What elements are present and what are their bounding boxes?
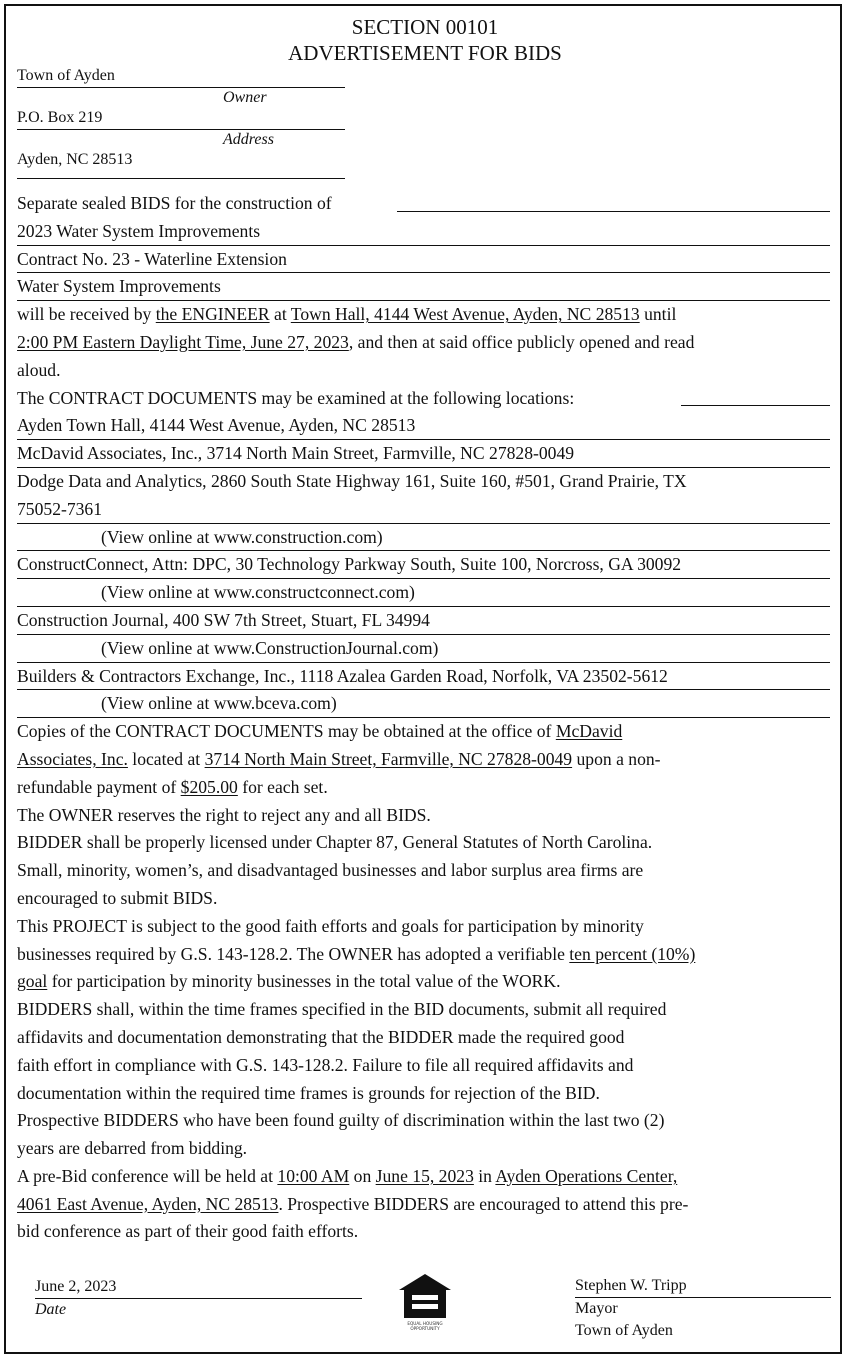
contract-name: Contract No. 23 - Waterline Extension [17, 246, 830, 274]
body-line: Copies of the CONTRACT DOCUMENTS may be obtained at the office of McDavid [17, 721, 623, 742]
advertisement-body [17, 190, 830, 1246]
location-6-web: (View online at www.bceva.com) [17, 690, 830, 718]
body-line: The OWNER reserves the right to reject any and all BIDS. [17, 804, 431, 825]
body-line: encouraged to submit BIDS. [17, 887, 218, 908]
document-title: ADVERTISEMENT FOR BIDS [288, 41, 562, 65]
body-line: bid conference as part of their good faith efforts. [17, 1221, 359, 1242]
body-line: faith effort in compliance with G.S. 143-128.2. Failure to file all required affidavits and [17, 1054, 634, 1075]
owner-caption: Owner [223, 89, 267, 106]
location-1: Ayden Town Hall, 4144 West Avenue, Ayden, NC 28513 [17, 412, 830, 440]
body-line: 4061 East Avenue, Ayden, NC 28513. Prospective BIDDERS are encouraged to attend this pre- [17, 1193, 689, 1214]
body-line: BIDDERS shall, within the time frames specified in the BID documents, submit all required [17, 999, 667, 1020]
svg-text:EQUAL HOUSING: EQUAL HOUSING [407, 1321, 443, 1326]
body-line: 2:00 PM Eastern Daylight Time, June 27, 2023, and then at said office publicly opened and read [17, 331, 695, 352]
location-6: Builders & Contractors Exchange, Inc., 1118 Azalea Garden Road, Norfolk, VA 23502-5612 [17, 663, 830, 691]
body-line: will be received by the ENGINEER at Town Hall, 4144 West Avenue, Ayden, NC 28513 until [17, 304, 677, 325]
body-line: documentation within the required time frames is grounds for rejection of the BID. [17, 1082, 600, 1103]
owner-block-divider [17, 178, 345, 179]
signature-date: June 2, 2023 [35, 1276, 362, 1299]
body-line: businesses required by G.S. 143-128.2. The OWNER has adopted a verifiable ten percent (10%) [17, 943, 696, 964]
location-4: ConstructConnect, Attn: DPC, 30 Technology Parkway South, Suite 100, Norcross, GA 30092 [17, 551, 830, 579]
location-3: Dodge Data and Analytics, 2860 South State Highway 161, Suite 160, #501, Grand Prairie, TX [17, 470, 687, 491]
body-line: BIDDER shall be properly licensed under Chapter 87, General Statutes of North Carolina. [17, 832, 653, 853]
body-line: years are debarred from bidding. [17, 1138, 248, 1159]
location-3-web: (View online at www.construction.com) [17, 524, 830, 552]
section-number: SECTION 00101 [351, 15, 499, 39]
project-name: 2023 Water System Improvements [17, 218, 830, 246]
signer-block [575, 1275, 831, 1342]
body-line: A pre-Bid conference will be held at 10:00 AM on June 15, 2023 in Ayden Operations Center, [17, 1165, 678, 1186]
body-line: This PROJECT is subject to the good faith efforts and goals for participation by minority [17, 915, 644, 936]
equal-housing-icon [396, 1270, 454, 1332]
signer-org: Town of Ayden [575, 1322, 673, 1339]
location-5: Construction Journal, 400 SW 7th Street, Stuart, FL 34994 [17, 607, 830, 635]
body-line: goal for participation by minority businesses in the total value of the WORK. [17, 971, 561, 992]
svg-text:OPPORTUNITY: OPPORTUNITY [410, 1326, 440, 1331]
location-4-web: (View online at www.constructconnect.com) [17, 579, 830, 607]
signer-title: Mayor [575, 1300, 618, 1317]
signer-name: Stephen W. Tripp [575, 1275, 831, 1298]
location-3-zip: 75052-7361 [17, 496, 830, 524]
body-line: Associates, Inc. located at 3714 North Main Street, Farmville, NC 27828-0049 upon a non- [17, 748, 661, 769]
body-line: Small, minority, women’s, and disadvantaged businesses and labor surplus area firms are [17, 860, 644, 881]
owner-city: Ayden, NC 28513 [17, 151, 133, 168]
body-line: Prospective BIDDERS who have been found guilty of discrimination within the last two (2) [17, 1110, 665, 1131]
location-5-web: (View online at www.ConstructionJournal.com) [17, 635, 830, 663]
body-line: refundable payment of $205.00 for each set. [17, 776, 328, 797]
date-caption: Date [35, 1301, 67, 1318]
body-line: The CONTRACT DOCUMENTS may be examined at the following locations: [17, 385, 830, 413]
date-block [35, 1276, 362, 1321]
project-name-2: Water System Improvements [17, 273, 830, 301]
body-line: affidavits and documentation demonstrating that the BIDDER made the required good [17, 1026, 625, 1047]
owner-block [17, 66, 345, 172]
body-line: Separate sealed BIDS for the construction of [17, 190, 830, 218]
body-line: aloud. [17, 359, 61, 380]
owner-name: Town of Ayden [17, 66, 345, 88]
address-caption: Address [223, 131, 274, 148]
owner-address: P.O. Box 219 [17, 108, 345, 130]
location-2: McDavid Associates, Inc., 3714 North Main Street, Farmville, NC 27828-0049 [17, 440, 830, 468]
